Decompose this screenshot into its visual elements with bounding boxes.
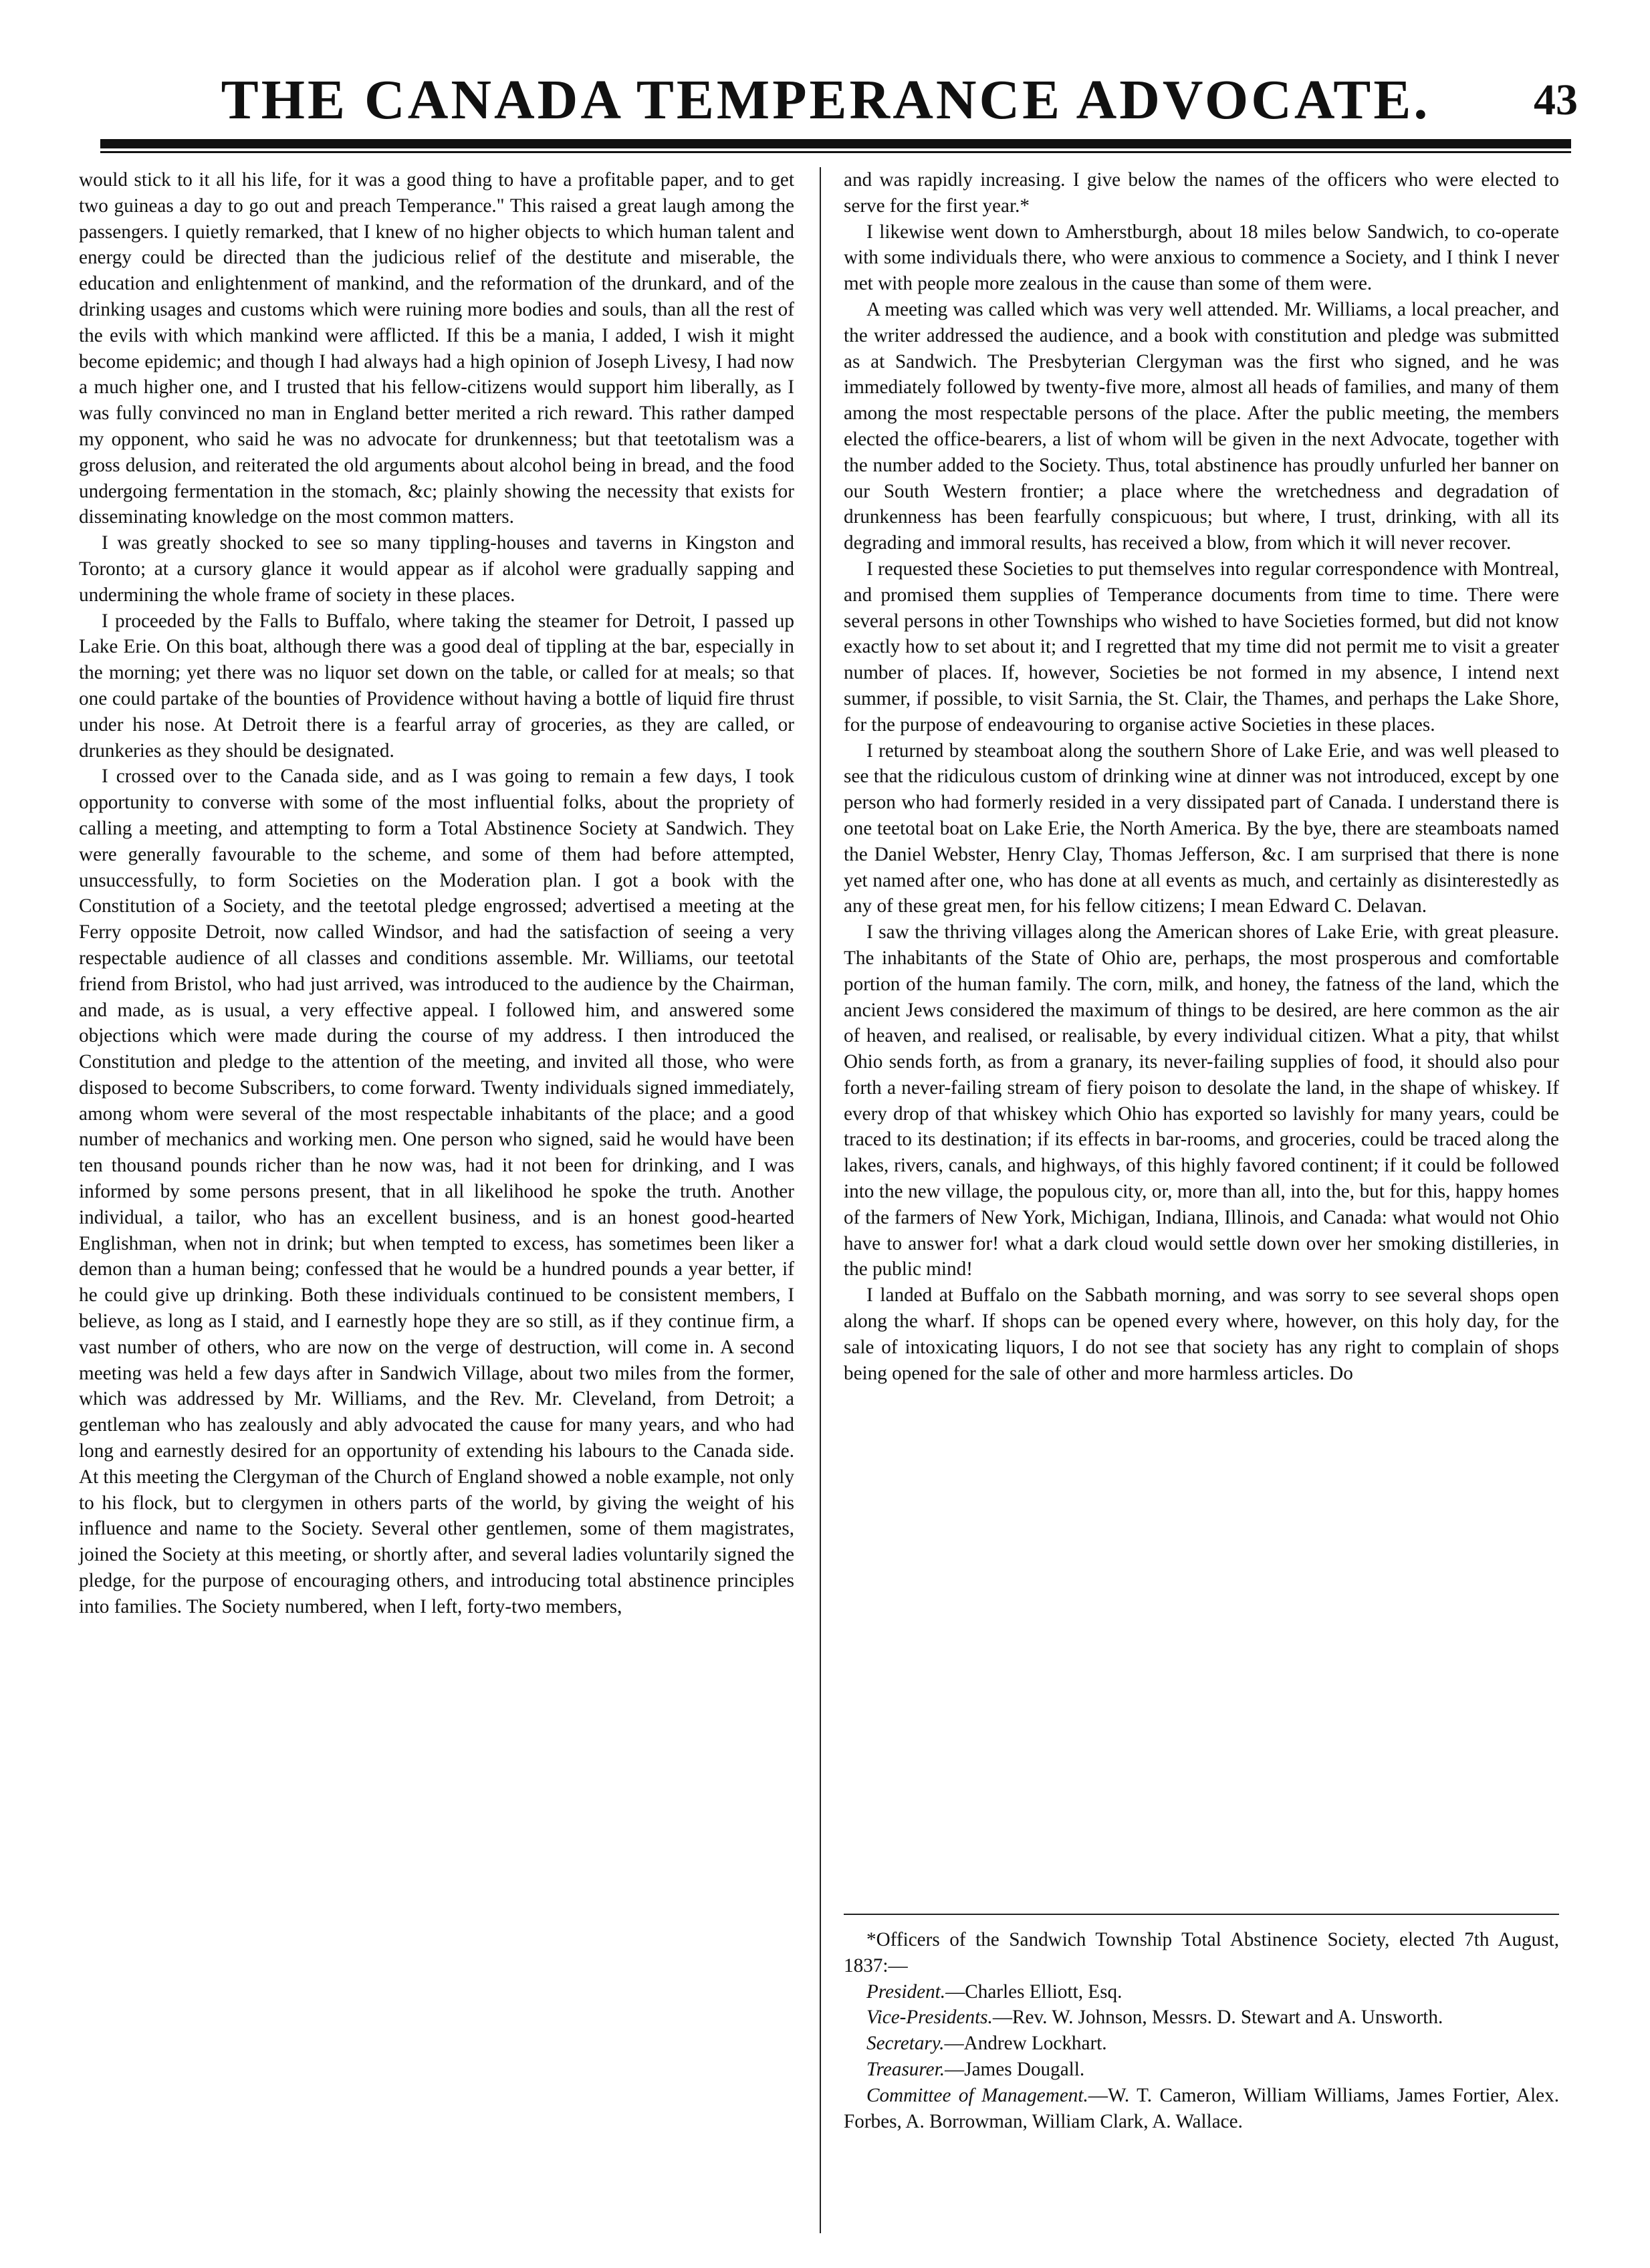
paragraph: I requested these Societies to put themselves into regular correspondence with Montreal, and promised them supplies of Temperance documents from time to time. There were several persons in other Townships who wished to have Societies formed, but did not know exactly how to set about it; and I regretted that my time did not permit me to visit a greater number of places. If, however, Societies be not formed in my absence, I intend next summer, if possible, to visit Sarnia, the St. Clair, the Thames, and perhaps the Lake Shore, for the purpose of endeavouring to organise active Societies in these places. [844, 558, 1559, 735]
officer-entry [844, 2005, 1559, 2031]
paragraph: I was greatly shocked to see so many tippling-houses and taverns in Kingston and Toronto; at a cursory glance it would appear as if alcohol were gradually sapping and undermining the whole frame of society in these places. [79, 532, 794, 606]
officer-role: Vice-Presidents. [866, 2007, 993, 2029]
paragraph: I returned by steamboat along the southern Shore of Lake Erie, and was well pleased to see that the ridiculous custom of drinking wine at dinner was not introduced, except by one person who had formerly resided in a very dissipated part of Canada. I understand there is one teetotal boat on Lake Erie, the North America. By the bye, there are steamboats named the Daniel Webster, Henry Clay, Thomas Jefferson, &c. I am surprised that there is none yet named after one, who has done at all events as much, and certainly as disinterestedly as any of these great men, for his fellow citizens; I mean Edward C. Delavan. [844, 740, 1559, 917]
masthead-rule-thin [100, 151, 1571, 153]
paragraph: I saw the thriving villages along the American shores of Lake Erie, with great pleasure. The inhabitants of the State of Ohio are, perhaps, the most prosperous and comfortable portion of the human family. The corn, milk, and honey, the fatness of the land, which the ancient Jews considered the maximum of things to be desired, are here common as the air of heaven, and realised, or realisable, by every individual citizen. What a pity, that whilst Ohio sends forth, as from a granary, its never-failing supplies of food, it should also pour forth a never-failing stream of fiery poison to desolate the land, in the shape of whiskey. If every drop of that whiskey which Ohio has exported so lavishly for many years, could be traced to its destination; if its effects in bar-rooms, and groceries, could be traced along the lakes, rivers, canals, and highways, of this highly favored continent; if it could be followed into the new village, the populous city, or, more than all, into the, but for this, happy homes of the farmers of New York, Michigan, Indiana, Illinois, and Canada: what would not Ohio have to answer for! what a dark cloud would settle down over her smoking distilleries, in the public mind! [844, 921, 1559, 1280]
officer-role: Secretary. [866, 2033, 945, 2055]
footnote [844, 1927, 1559, 2134]
column-divider [820, 167, 821, 2233]
officer-entry [844, 2057, 1559, 2083]
officer-role: Committee of Management. [866, 2084, 1088, 2106]
paragraph: and was rapidly increasing. I give below the names of the officers who were elected to serve for the first year.* [844, 169, 1559, 217]
officer-names: —James Dougall. [945, 2058, 1085, 2080]
paragraph: A meeting was called which was very well attended. Mr. Williams, a local preacher, and the writer addressed the audience, and a book with constitution and pledge was submitted as at Sandwich. The Presbyterian Clergyman was the first who signed, and he was immediately followed by twenty-five more, almost all heads of families, and many of them among the most respectable persons of the place. After the public meeting, the members elected the office-bearers, a list of whom will be given in the next Advocate, together with the number added to the Society. Thus, total abstinence has proudly unfurled her banner on our South Western frontier; a place where the wretchedness and degradation of drunkenness has been fearfully conspicuous; but where, I trust, drinking, with all its degrading and immoral results, has received a blow, from which it will never recover. [844, 298, 1559, 554]
footnote-rule [844, 1914, 1559, 1915]
right-column [844, 167, 1559, 1386]
paragraph: I likewise went down to Amherstburgh, about 18 miles below Sandwich, to co-operate with some individuals there, who were anxious to commence a Society, and I think I never met with people more zealous in the cause than some of them were. [844, 221, 1559, 295]
officer-names: —Andrew Lockhart. [944, 2033, 1107, 2055]
left-column [79, 167, 794, 1620]
paragraph: I proceeded by the Falls to Buffalo, where taking the steamer for Detroit, I passed up Lake Erie. On this boat, although there was a good deal of tippling at the bar, especially in the morning; yet there was no liquor set down on the table, or called for at meals; so that one could partake of the bounties of Providence without having a bottle of liquid fire thrust under his nose. At Detroit there is a fearful array of groceries, as they are called, or drunkeries as they should be designated. [79, 610, 794, 762]
paragraph: would stick to it all his life, for it was a good thing to have a profitable paper, and to get two guineas a day to go out and preach Temperance." This raised a great laugh among the passengers. I quietly remarked, that I knew of no higher objects to which human talent and energy could be directed than the judicious relief of the destitute and miserable, the education and enlightenment of mankind, and the reformation of the drunkard, and of the drinking usages and customs which were ruining more bodies and souls, than all the rest of the evils with which mankind were afflicted. If this be a mania, I added, I wish it might become epidemic; and though I had always had a high opinion of Joseph Livesy, I had now a much higher one, and I trusted that his fellow-citizens would support him liberally, as I was fully convinced no man in England better merited a rich reward. This rather damped my opponent, who said he was no advocate for drunkenness; but that teetotalism was a gross delusion, and reiterated the old arguments about alcohol being in bread, and the food undergoing fermentation in the stomach, &c; plainly showing the necessity that exists for disseminating knowledge on the most common matters. [79, 169, 794, 528]
paragraph: I crossed over to the Canada side, and as I was going to remain a few days, I took opportunity to converse with some of the most influential folks, about the propriety of calling a meeting, and attempting to form a Total Abstinence Society at Sandwich. They were generally favourable to the scheme, and some of them had before attempted, unsuccessfully, to form Societies on the Moderation plan. I got a book with the Constitution of a Society, and the teetotal pledge engrossed; advertised a meeting at the Ferry opposite Detroit, now called Windsor, and had the satisfaction of seeing a very respectable audience of all classes and conditions assemble. Mr. Williams, our teetotal friend from Bristol, who had just arrived, was introduced to the audience by the Chairman, and made, as is usual, a very effective appeal. I followed him, and answered some objections which were made during the course of my address. I then introduced the Constitution and pledge to the attention of the meeting, and invited all those, who were disposed to become Subscribers, to come forward. Twenty individuals signed immediately, among whom were several of the most respectable inhabitants of the place; and a good number of mechanics and working men. One person who signed, said he would have been ten thousand pounds richer than he now was, had it not been for drinking, and I was informed by some persons present, that in all likelihood he spoke the truth. Another individual, a tailor, who has an excellent business, and is an honest good-hearted Englishman, when not in drink; but when tempted to excess, has sometimes been liker a demon than a human being; confessed that he would be a hundred pounds a year better, if he could give up drinking. Both these individuals continued to be consistent members, I believe, as long as I staid, and I earnestly hope they are so still, as if they continue firm, a vast number of others, who are now on the verge of destruction, will come in. A second meeting was held a few days after in Sandwich Village, about two miles from the former, which was addressed by Mr. Williams, and the Rev. Mr. Cleveland, from Detroit; a gentleman who has zealously and ably advocated the cause for many years, and who had long and earnestly desired for an opportunity of extending his labours to the Canada side. At this meeting the Clergyman of the Church of England showed a noble example, not only to his flock, but to clergymen in others parts of the world, by giving the weight of his influence and name to the Society. Several other gentlemen, some of them magistrates, joined the Society at this meeting, or shortly after, and several ladies voluntarily signed the pledge, for the purpose of encouraging others, and introducing total abstinence principles into families. The Society numbered, when I left, forty-two members, [79, 766, 794, 1617]
officer-role: President. [866, 1980, 946, 2003]
officer-entry [844, 2083, 1559, 2135]
masthead-rule-thick [100, 139, 1571, 148]
officer-role: Treasurer. [866, 2058, 945, 2080]
paragraph: I landed at Buffalo on the Sabbath morning, and was sorry to see several shops open along the wharf. If shops can be opened every where, however, on this holy day, for the sale of intoxicating liquors, I do not see that society has any right to complain of shops being opened for the sale of other and more harmless articles. Do [844, 1284, 1559, 1384]
newspaper-title: THE CANADA TEMPERANCE ADVOCATE. [221, 69, 1431, 131]
footnote-intro: *Officers of the Sandwich Township Total Abstinence Society, elected 7th August, 1837:— [844, 1929, 1559, 1976]
officer-names: —Charles Elliott, Esq. [945, 1980, 1123, 2003]
officer-names: —W. T. Cameron, William Williams, James Fortier, Alex. Forbes, A. Borrowman, William Clark, A. Wallace. [844, 2084, 1559, 2132]
masthead [74, 60, 1578, 140]
officer-entry [844, 1979, 1559, 2005]
officer-names: —Rev. W. Johnson, Messrs. D. Stewart and A. Unsworth. [992, 2007, 1443, 2029]
page-number: 43 [1534, 76, 1578, 124]
officer-entry [844, 2031, 1559, 2057]
